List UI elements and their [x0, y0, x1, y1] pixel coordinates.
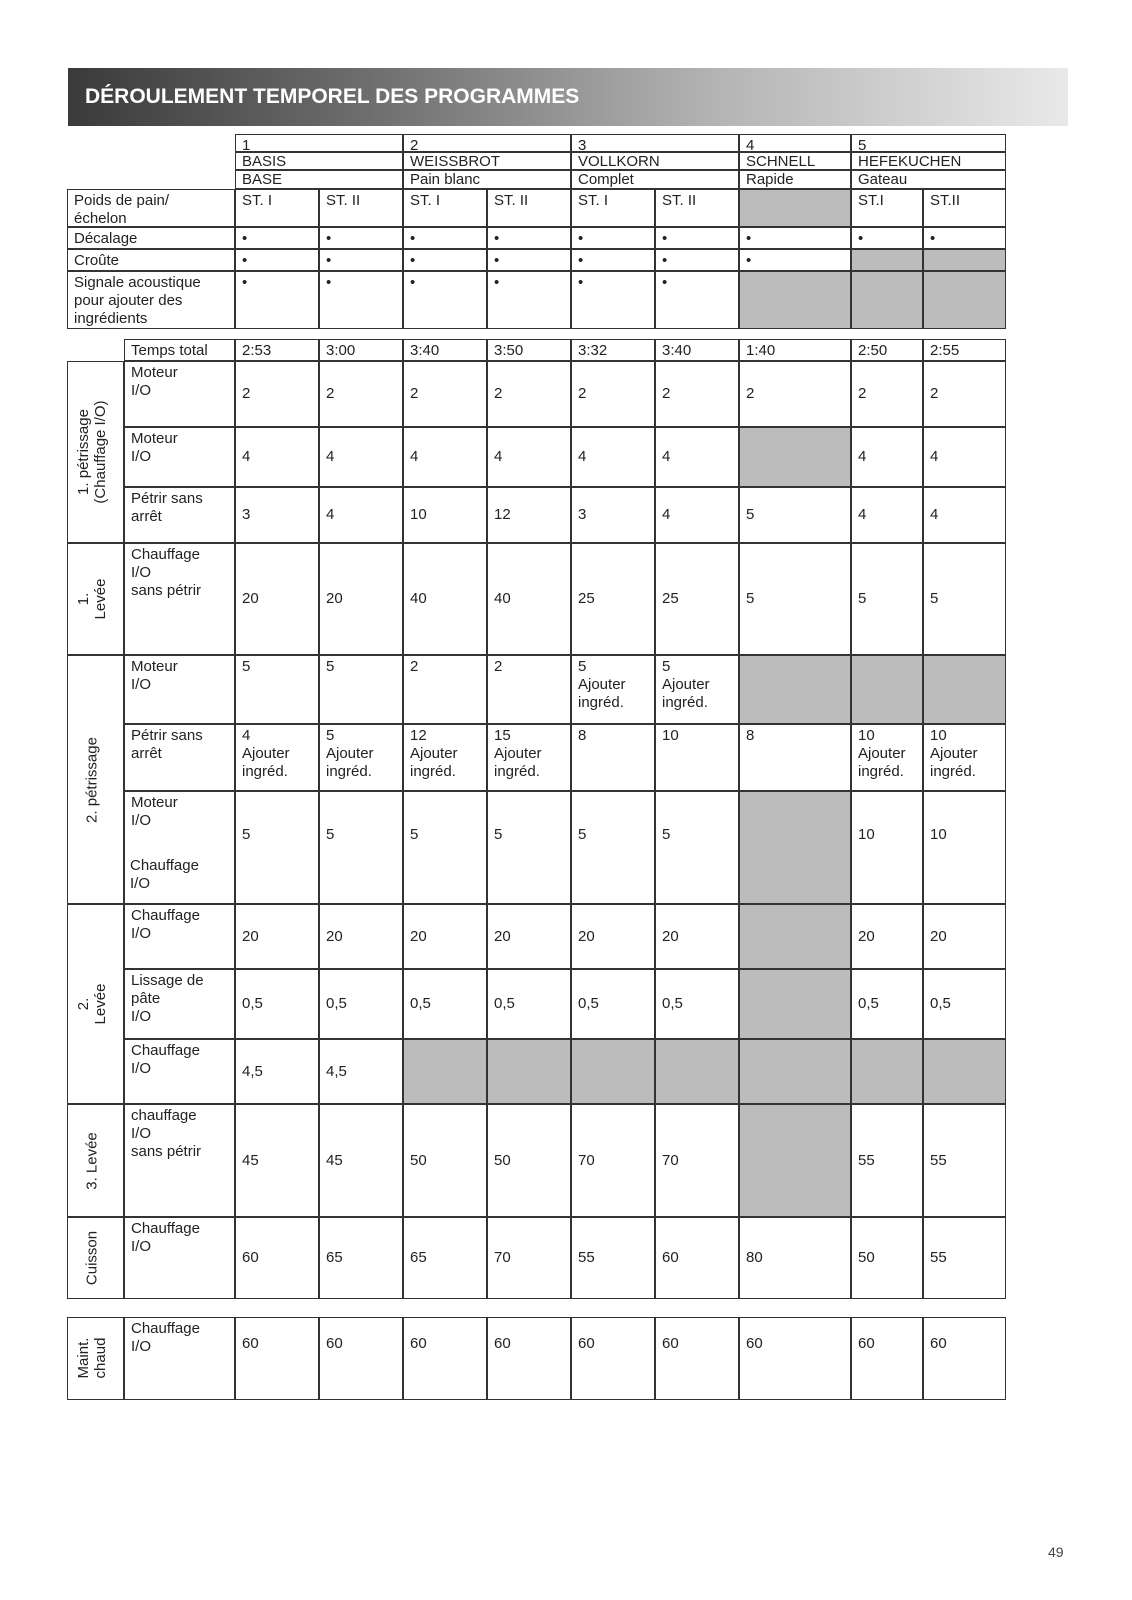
step-row-cell: 25: [655, 543, 739, 655]
step-label: Moteur I/O: [124, 427, 235, 487]
step-row-cell: 55: [851, 1104, 923, 1217]
step-label: Chauffage I/O: [124, 1317, 235, 1400]
step-row-cell: 4,5: [235, 1039, 319, 1104]
attribute-row-cell: •: [319, 227, 403, 249]
step-row-cell: 10: [851, 791, 923, 904]
program-name-fr: Gateau: [851, 170, 1006, 189]
attribute-row-cell: •: [487, 227, 571, 249]
program-name-fr: Pain blanc: [403, 170, 571, 189]
attribute-row-cell: •: [655, 249, 739, 271]
step-row-cell: 65: [403, 1217, 487, 1299]
step-row-shaded-cell: [739, 655, 851, 724]
step-label: Pétrir sans arrêt: [124, 487, 235, 543]
step-row-shaded-cell: [487, 1039, 571, 1104]
step-row-cell: 2: [851, 361, 923, 427]
phase-label-baking: Cuisson: [83, 1230, 101, 1286]
step-row-shaded-cell: [655, 1039, 739, 1104]
step-row-cell: 45: [235, 1104, 319, 1217]
step-row-cell: 4: [571, 427, 655, 487]
step-row-shaded-cell: [403, 1039, 487, 1104]
step-row-cell: 4: [403, 427, 487, 487]
step-row-shaded-cell: [739, 1104, 851, 1217]
step-row-cell: 4: [851, 487, 923, 543]
phase-label-rise-2: 2. Levée: [75, 983, 109, 1025]
step-label: Chauffage I/O: [124, 1217, 235, 1299]
total-time-row-cell: 1:40: [739, 339, 851, 361]
attribute-row-cell: •: [319, 271, 403, 329]
phase-label-rise-3: 3. Levée: [83, 1131, 101, 1190]
attribute-row-cell: •: [235, 271, 319, 329]
step-row-shaded-cell: [923, 1039, 1006, 1104]
program-name-fr: BASE: [235, 170, 403, 189]
step-row-cell: 20: [923, 904, 1006, 969]
step-row-cell: 2: [319, 361, 403, 427]
step-row-cell: 2: [655, 361, 739, 427]
page-number: 49: [1048, 1544, 1064, 1560]
step-row-shaded-cell: [739, 1039, 851, 1104]
step-row-cell: 4,5: [319, 1039, 403, 1104]
attribute-row-cell: ST. I: [235, 189, 319, 227]
step-row-cell: 55: [923, 1104, 1006, 1217]
total-time-row-cell: 3:50: [487, 339, 571, 361]
step-label: Moteur I/O: [124, 655, 235, 724]
total-time-row-cell: 2:55: [923, 339, 1006, 361]
page-title: DÉROULEMENT TEMPOREL DES PROGRAMMES: [68, 68, 1068, 126]
total-time-row-cell: 3:00: [319, 339, 403, 361]
step-row-cell: 4: [923, 427, 1006, 487]
step-row-cell: 60: [235, 1217, 319, 1299]
attribute-row-shaded-cell: [851, 271, 923, 329]
attribute-row-cell: •: [235, 227, 319, 249]
step-row-cell: 2: [403, 361, 487, 427]
step-label: Chauffage I/O sans pétrir: [124, 543, 235, 655]
total-time-label: Temps total: [124, 339, 235, 361]
step-row-cell: 25: [571, 543, 655, 655]
attribute-label: Croûte: [67, 249, 235, 271]
step-row-cell: 5: [571, 791, 655, 904]
phase-label-kneading-1: 1. pétrissage (Chauffage I/O): [75, 400, 109, 504]
step-row-cell: 5: [655, 791, 739, 904]
step-row-cell: 3: [235, 487, 319, 543]
step-row-cell: 5: [235, 655, 319, 724]
attribute-label: Décalage: [67, 227, 235, 249]
step-row-cell: 4: [319, 487, 403, 543]
attribute-row-cell: •: [487, 271, 571, 329]
program-name-de: WEISSBROT: [403, 152, 571, 170]
step-row-cell: 70: [571, 1104, 655, 1217]
step-row-shaded-cell: [851, 655, 923, 724]
step-row-cell: 20: [655, 904, 739, 969]
attribute-row-cell: •: [487, 249, 571, 271]
step-row-cell: 20: [851, 904, 923, 969]
step-row-cell: 10 Ajouter ingréd.: [851, 724, 923, 791]
attribute-row-cell: •: [403, 249, 487, 271]
step-row-cell: 5: [487, 791, 571, 904]
attribute-row-cell: •: [851, 227, 923, 249]
attribute-row-cell: ST.I: [851, 189, 923, 227]
step-row-cell: 40: [403, 543, 487, 655]
step-row-cell: 40: [487, 543, 571, 655]
attribute-row-cell: ST. II: [487, 189, 571, 227]
keep-warm-row-cell: 60: [571, 1317, 655, 1400]
attribute-row-cell: •: [403, 271, 487, 329]
step-row-cell: 10: [923, 791, 1006, 904]
step-row-cell: 20: [571, 904, 655, 969]
step-row-cell: 20: [319, 543, 403, 655]
total-time-row-cell: 2:53: [235, 339, 319, 361]
step-label: Moteur I/O: [124, 361, 235, 427]
step-row-cell: 0,5: [851, 969, 923, 1039]
total-time-row-cell: 2:50: [851, 339, 923, 361]
step-row-cell: 10 Ajouter ingréd.: [923, 724, 1006, 791]
keep-warm-row-cell: 60: [655, 1317, 739, 1400]
step-row-cell: 5: [403, 791, 487, 904]
step-row-cell: 55: [571, 1217, 655, 1299]
step-label: Chauffage I/O: [124, 1039, 235, 1104]
step-row-cell: 2: [235, 361, 319, 427]
attribute-row-shaded-cell: [923, 249, 1006, 271]
attribute-row-cell: •: [235, 249, 319, 271]
step-row-cell: 5: [235, 791, 319, 904]
step-label: Chauffage I/O: [124, 904, 235, 969]
step-row-cell: 12 Ajouter ingréd.: [403, 724, 487, 791]
step-row-cell: 5: [739, 487, 851, 543]
attribute-row-cell: ST. I: [403, 189, 487, 227]
step-label-secondary: Chauffage I/O: [130, 857, 199, 892]
phase-label-keep-warm: Maint. chaud: [75, 1337, 109, 1379]
step-row-cell: 5 Ajouter ingréd.: [319, 724, 403, 791]
keep-warm-row-cell: 60: [403, 1317, 487, 1400]
step-label: chauffage I/O sans pétrir: [124, 1104, 235, 1217]
keep-warm-row-cell: 60: [487, 1317, 571, 1400]
step-row-cell: 80: [739, 1217, 851, 1299]
step-row-cell: 2: [923, 361, 1006, 427]
step-row-cell: 5: [851, 543, 923, 655]
step-row-cell: 20: [487, 904, 571, 969]
step-row-cell: 2: [571, 361, 655, 427]
attribute-row-cell: •: [319, 249, 403, 271]
attribute-row-cell: •: [403, 227, 487, 249]
step-row-cell: 0,5: [571, 969, 655, 1039]
step-row-cell: 2: [487, 655, 571, 724]
step-row-cell: 20: [403, 904, 487, 969]
step-row-cell: 4: [655, 487, 739, 543]
step-row-cell: 4: [655, 427, 739, 487]
attribute-row-shaded-cell: [923, 271, 1006, 329]
attribute-row-cell: •: [923, 227, 1006, 249]
step-row-cell: 50: [487, 1104, 571, 1217]
step-row-cell: 2: [487, 361, 571, 427]
program-name-de: VOLLKORN: [571, 152, 739, 170]
total-time-row-cell: 3:32: [571, 339, 655, 361]
step-row-cell: 65: [319, 1217, 403, 1299]
step-row-shaded-cell: [851, 1039, 923, 1104]
step-row-cell: 0,5: [319, 969, 403, 1039]
program-name-fr: Rapide: [739, 170, 851, 189]
step-row-cell: 45: [319, 1104, 403, 1217]
attribute-row-cell: •: [655, 271, 739, 329]
step-row-cell: 0,5: [923, 969, 1006, 1039]
step-row-cell: 5: [923, 543, 1006, 655]
program-number: 4: [739, 134, 851, 152]
step-row-cell: 12: [487, 487, 571, 543]
step-row-cell: 3: [571, 487, 655, 543]
program-number: 5: [851, 134, 1006, 152]
total-time-row-cell: 3:40: [655, 339, 739, 361]
step-row-cell: 0,5: [487, 969, 571, 1039]
step-row-shaded-cell: [739, 904, 851, 969]
keep-warm-row-cell: 60: [319, 1317, 403, 1400]
step-row-cell: 4: [235, 427, 319, 487]
step-row-cell: 55: [923, 1217, 1006, 1299]
step-row-cell: 20: [235, 904, 319, 969]
step-row-cell: 5 Ajouter ingréd.: [655, 655, 739, 724]
program-number: 2: [403, 134, 571, 152]
step-row-cell: 60: [655, 1217, 739, 1299]
step-row-cell: 2: [739, 361, 851, 427]
step-row-cell: 4: [851, 427, 923, 487]
keep-warm-row-cell: 60: [851, 1317, 923, 1400]
program-name-fr: Complet: [571, 170, 739, 189]
step-row-cell: 50: [403, 1104, 487, 1217]
step-row-cell: 8: [739, 724, 851, 791]
attribute-row-cell: ST. II: [319, 189, 403, 227]
step-row-shaded-cell: [739, 969, 851, 1039]
program-number: 3: [571, 134, 739, 152]
step-row-cell: 0,5: [403, 969, 487, 1039]
step-row-cell: 70: [487, 1217, 571, 1299]
attribute-row-cell: •: [655, 227, 739, 249]
step-row-cell: 2: [403, 655, 487, 724]
program-name-de: BASIS: [235, 152, 403, 170]
step-row-cell: 0,5: [655, 969, 739, 1039]
attribute-row-shaded-cell: [739, 189, 851, 227]
step-row-cell: 70: [655, 1104, 739, 1217]
step-row-cell: 15 Ajouter ingréd.: [487, 724, 571, 791]
step-label: Lissage de pâte I/O: [124, 969, 235, 1039]
attribute-row-cell: ST. II: [655, 189, 739, 227]
attribute-row-shaded-cell: [739, 271, 851, 329]
total-time-row-cell: 3:40: [403, 339, 487, 361]
attribute-row-shaded-cell: [851, 249, 923, 271]
program-number: 1: [235, 134, 403, 152]
step-row-shaded-cell: [739, 427, 851, 487]
step-row-cell: 8: [571, 724, 655, 791]
step-row-cell: 20: [235, 543, 319, 655]
attribute-row-cell: ST.II: [923, 189, 1006, 227]
program-name-de: SCHNELL: [739, 152, 851, 170]
step-row-cell: 10: [403, 487, 487, 543]
step-row-shaded-cell: [739, 791, 851, 904]
step-row-cell: 50: [851, 1217, 923, 1299]
keep-warm-row-cell: 60: [235, 1317, 319, 1400]
step-row-shaded-cell: [571, 1039, 655, 1104]
step-row-cell: 5 Ajouter ingréd.: [571, 655, 655, 724]
attribute-row-cell: •: [571, 271, 655, 329]
attribute-label: Poids de pain/ échelon: [67, 189, 235, 227]
step-row-cell: 0,5: [235, 969, 319, 1039]
step-row-cell: 4: [319, 427, 403, 487]
step-row-cell: 20: [319, 904, 403, 969]
program-name-de: HEFEKUCHEN: [851, 152, 1006, 170]
step-row-cell: 10: [655, 724, 739, 791]
attribute-row-cell: •: [739, 227, 851, 249]
step-row-cell: 4: [487, 427, 571, 487]
attribute-row-cell: •: [571, 249, 655, 271]
attribute-row-cell: ST. I: [571, 189, 655, 227]
step-row-cell: 4 Ajouter ingréd.: [235, 724, 319, 791]
attribute-label: Signale acoustique pour ajouter des ingrédients: [67, 271, 235, 329]
step-label: Pétrir sans arrêt: [124, 724, 235, 791]
step-label: Moteur I/O: [124, 791, 235, 904]
keep-warm-row-cell: 60: [739, 1317, 851, 1400]
step-row-cell: 4: [923, 487, 1006, 543]
keep-warm-row-cell: 60: [923, 1317, 1006, 1400]
phase-label-kneading-2: 2. pétrissage: [83, 736, 101, 823]
attribute-row-cell: •: [571, 227, 655, 249]
step-row-cell: 5: [319, 791, 403, 904]
attribute-row-cell: •: [739, 249, 851, 271]
step-row-cell: 5: [319, 655, 403, 724]
step-row-cell: 5: [739, 543, 851, 655]
step-row-shaded-cell: [923, 655, 1006, 724]
phase-label-rise-1: 1. Levée: [75, 578, 109, 620]
